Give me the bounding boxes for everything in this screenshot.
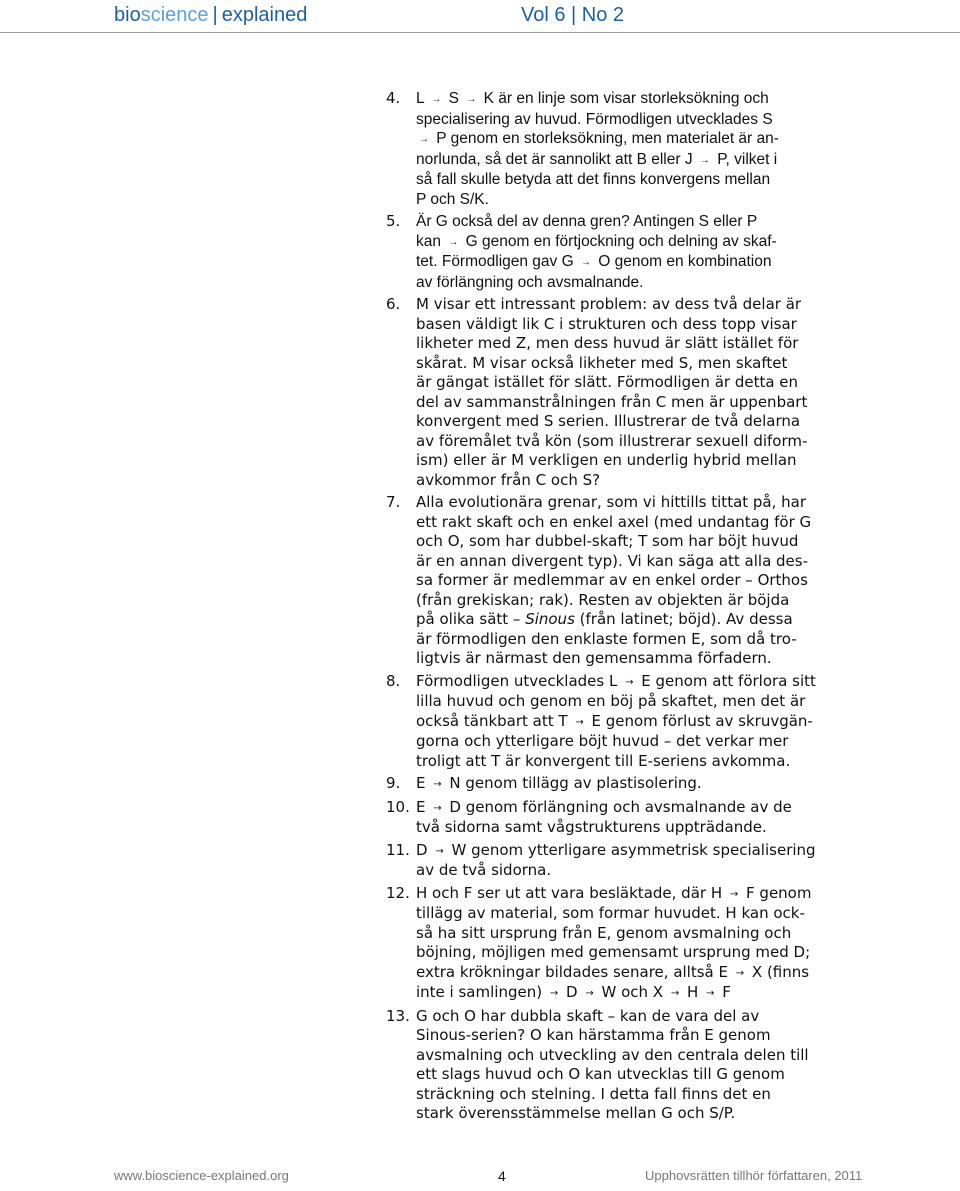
text-line: specialisering av huvud. Förmodligen utvecklades S bbox=[416, 110, 773, 128]
text-line: lilla huvud och genom en böj på skaftet, men det är bbox=[416, 692, 806, 710]
list-item bbox=[386, 1007, 848, 1124]
list-item-number: 11. bbox=[386, 840, 410, 859]
list-item-number: 6. bbox=[386, 295, 401, 313]
list-item-text bbox=[416, 493, 848, 669]
text-line: → P genom en storleksökning, men materialet är an- bbox=[419, 130, 779, 147]
footer-website[interactable]: www.bioscience-explained.org bbox=[114, 1168, 289, 1183]
list-item-text bbox=[416, 798, 848, 838]
text-line: troligt att T är konvergent till E-seriens avkomma. bbox=[416, 751, 791, 770]
text-line: av de två sidorna. bbox=[416, 861, 552, 879]
list-item-text bbox=[416, 884, 848, 1004]
list-item-number: 5. bbox=[386, 212, 401, 230]
text-line: sa former är medlemmar av en enkel order – Orthos bbox=[416, 571, 808, 589]
text-line: av föremålet två kön (som illustrerar sexuell diform- bbox=[416, 431, 808, 450]
text-line: Sinous-serien? O kan härstamma från E genom bbox=[416, 1026, 771, 1044]
text-line: norlunda, så det är sannolikt att B eller J → P, vilket i bbox=[416, 150, 778, 168]
text-line: tet. Förmodligen gav G → O genom en kombination bbox=[416, 253, 772, 270]
text-line: är förmodligen den enklaste formen E, som då tro- bbox=[416, 629, 797, 648]
numbered-list bbox=[386, 89, 848, 1127]
list-item-text bbox=[416, 212, 848, 292]
text-line: kan → G genom en förtjockning och delning av skaf- bbox=[416, 232, 777, 250]
list-item-number: 7. bbox=[386, 493, 401, 511]
text-line: gorna och ytterligare böjt huvud – det verkar mer bbox=[416, 732, 789, 750]
text-line: inte i samlingen) → D → W och X → H → F bbox=[416, 983, 731, 1001]
brand-explained: explained bbox=[221, 4, 308, 26]
text-line: skårat. M visar också likheter med S, men skaftet bbox=[416, 353, 788, 372]
list-item bbox=[386, 295, 848, 490]
text-line: sträckning och stelning. I detta fall finns det en bbox=[416, 1084, 771, 1103]
text-line: är gängat istället för slätt. Förmodligen är detta en bbox=[416, 373, 799, 391]
text-line: tillägg av material, som formar huvudet. H kan ock- bbox=[416, 904, 805, 922]
list-item-text bbox=[416, 774, 848, 795]
text-line: Alla evolutionära grenar, som vi hittills tittat på, har bbox=[416, 493, 807, 511]
text-line: L → S → K är en linje som visar storleksökning och bbox=[416, 90, 769, 107]
brand-science: science bbox=[140, 4, 209, 26]
text-line: också tänkbart att T → E genom förlust av skruvgän- bbox=[416, 711, 813, 730]
text-line: avkommor från C och S? bbox=[416, 470, 601, 489]
page-number: 4 bbox=[498, 1168, 506, 1184]
list-item-number: 12. bbox=[386, 883, 410, 902]
journal-brand bbox=[114, 4, 307, 27]
text-line: E → N genom tillägg av plastisolering. bbox=[416, 774, 702, 792]
text-line: två sidorna samt vågstrukturens uppträdande. bbox=[416, 818, 767, 836]
text-line: basen väldigt lik C i strukturen och dess topp visar bbox=[416, 314, 797, 333]
text-line: Förmodligen utvecklades L → E genom att förlora sitt bbox=[416, 671, 816, 690]
text-line: D → W genom ytterligare asymmetrisk specialisering bbox=[416, 840, 816, 859]
text-line: ett rakt skaft och en enkel axel (med undantag för G bbox=[416, 512, 812, 531]
list-item-text bbox=[416, 295, 848, 490]
text-line: H och F ser ut att vara besläktade, där H → F genom bbox=[416, 883, 812, 902]
list-item bbox=[386, 212, 848, 292]
page-footer bbox=[0, 1168, 960, 1188]
text-line: och O, som har dubbel-skaft; T som har böjt huvud bbox=[416, 532, 799, 550]
list-item bbox=[386, 884, 848, 1004]
list-item-number: 10. bbox=[386, 797, 410, 816]
text-line: G och O har dubbla skaft – kan de vara del av bbox=[416, 1006, 760, 1025]
list-item-number: 13. bbox=[386, 1006, 410, 1025]
list-item bbox=[386, 798, 848, 838]
text-line: böjning, möjligen med gemensamt ursprung med D; bbox=[416, 943, 811, 961]
text-line: så fall skulle betyda att det finns konvergens mellan bbox=[416, 171, 771, 188]
list-item bbox=[386, 774, 848, 795]
text-line: på olika sätt – Sinous (från latinet; böjd). Av dessa bbox=[416, 610, 793, 628]
text-line: M visar ett intressant problem: av dess två delar är bbox=[416, 295, 802, 313]
text-line: ett slags huvud och O kan utvecklas till G genom bbox=[416, 1065, 785, 1083]
list-item-number: 8. bbox=[386, 671, 401, 690]
journal-header bbox=[0, 0, 960, 33]
text-line: avsmalning och utveckling av den centrala delen till bbox=[416, 1045, 809, 1064]
list-item bbox=[386, 89, 848, 209]
text-line: E → D genom förlängning och avsmalnande av de bbox=[416, 797, 792, 816]
brand-bio: bio bbox=[114, 4, 141, 26]
text-line: del av sammanstrålningen från C men är uppenbart bbox=[416, 392, 808, 411]
text-line: så ha sitt ursprung från E, genom avsmalning och bbox=[416, 923, 792, 942]
list-item-text bbox=[416, 89, 848, 209]
volume-label: Vol 6 | No 2 bbox=[521, 4, 625, 26]
list-item bbox=[386, 841, 848, 881]
list-item bbox=[386, 493, 848, 669]
text-line: Är G också del av denna gren? Antingen S eller P bbox=[416, 213, 758, 230]
list-item-number: 4. bbox=[386, 89, 401, 107]
text-line: ism) eller är M verkligen en underlig hybrid mellan bbox=[416, 451, 797, 469]
text-line: är en annan divergent typ). Vi kan säga att alla des- bbox=[416, 551, 809, 570]
text-line: extra krökningar bildades senare, alltså E → X (finns bbox=[416, 962, 810, 981]
brand-separator: | bbox=[212, 4, 218, 26]
text-line: ligtvis är närmast den gemensamma förfadern. bbox=[416, 649, 772, 667]
list-item-number: 9. bbox=[386, 774, 401, 792]
footer-copyright: Upphovsrätten tillhör författaren, 2011 bbox=[645, 1168, 863, 1183]
text-line: P och S/K. bbox=[416, 190, 489, 208]
text-line: likheter med Z, men dess huvud är slätt istället för bbox=[416, 334, 799, 352]
text-line: konvergent med S serien. Illustrerar de två delarna bbox=[416, 412, 801, 430]
list-item-text bbox=[416, 841, 848, 881]
list-item-text bbox=[416, 1007, 848, 1124]
text-line: stark överensstämmelse mellan G och S/P. bbox=[416, 1104, 736, 1122]
list-item-text bbox=[416, 672, 848, 772]
text-line: av förlängning och avsmalnande. bbox=[416, 273, 644, 291]
text-line: (från grekiskan; rak). Resten av objekten är böjda bbox=[416, 590, 790, 609]
list-item bbox=[386, 672, 848, 772]
